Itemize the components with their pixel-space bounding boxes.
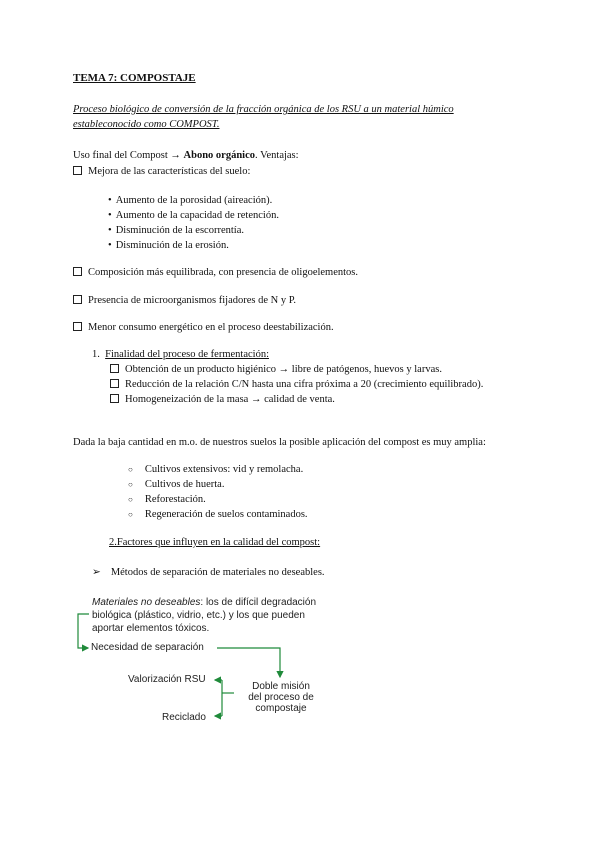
application-intro: Dada la baja cantidad en m.o. de nuestros suelos la posible aplicación del compost es muy amplia: — [73, 437, 486, 448]
diagram-nd-line-3: aportar elementos tóxicos. — [92, 623, 210, 634]
advantage-label: Composición más equilibrada, con presencia de oligoelementos. — [88, 267, 359, 278]
soil-item: • Disminución de la escorrentía. — [108, 225, 244, 236]
application-item: ○ Reforestación. — [128, 494, 206, 505]
section-number: 1. — [92, 349, 100, 360]
page-title: TEMA 7: COMPOSTAJE — [73, 72, 196, 84]
diagram-reciclado: Reciclado — [162, 712, 206, 723]
diagram-mision-line: compostaje — [255, 703, 307, 714]
usage-suffix: . Ventajas: — [255, 150, 299, 161]
arrow-bullet-icon: ➢ — [92, 567, 101, 578]
arrow-item-label: Métodos de separación de materiales no deseables. — [110, 567, 325, 578]
application-item: ○ Regeneración de suelos contaminados. — [128, 509, 308, 520]
definition-line-2: estableconocido como COMPOST. — [73, 119, 220, 130]
section-item-label: Homogeneización de la masa → calidad de venta. — [125, 394, 335, 405]
soil-item: • Disminución de la erosión. — [108, 240, 229, 251]
usage-prefix: Uso final del Compost → — [73, 150, 184, 161]
application-item: ○ Cultivos de huerta. — [128, 479, 224, 490]
definition-line-1: Proceso biológico de conversión de la fracción orgánica de los RSU a un material húmico — [73, 104, 454, 115]
bracket-arrow — [78, 614, 89, 648]
diagram-mision-line: del proceso de — [248, 692, 314, 703]
soil-item: • Aumento de la porosidad (aireación). — [108, 195, 272, 206]
section-heading-text: Finalidad del proceso de fermentación: — [105, 349, 269, 360]
section-2-heading: 2.Factores que influyen en la calidad del compost: — [109, 537, 321, 548]
soil-item: • Aumento de la capacidad de retención. — [108, 210, 279, 221]
need-to-mision-arrow — [217, 648, 280, 677]
section-item-label: Obtención de un producto higiénico → libre de patógenos, huevos y larvas. — [125, 364, 442, 375]
advantage-label: Mejora de las características del suelo: — [88, 166, 251, 177]
advantage-label: Presencia de microorganismos fijadores de N y P. — [88, 295, 297, 306]
diagram-nd-line-2: biológica (plástico, vidrio, etc.) y los que pueden — [92, 610, 305, 621]
diagram-valorizacion: Valorización RSU — [128, 674, 206, 685]
application-item: ○ Cultivos extensivos: vid y remolacha. — [128, 464, 303, 475]
advantage-label: Menor consumo energético en el proceso deestabilización. — [88, 322, 334, 333]
diagram-need: Necesidad de separación — [91, 642, 204, 653]
section-item-label: Reducción de la relación C/N hasta una cifra próxima a 20 (crecimiento equilibrado). — [125, 379, 484, 390]
diagram-mision-line: Doble misión — [252, 681, 310, 692]
diagram-nd-title: Materiales no deseables — [92, 597, 201, 608]
usage-bold: Abono orgánico — [183, 150, 256, 161]
diagram-nd-text: : los de difícil degradación — [200, 597, 317, 608]
